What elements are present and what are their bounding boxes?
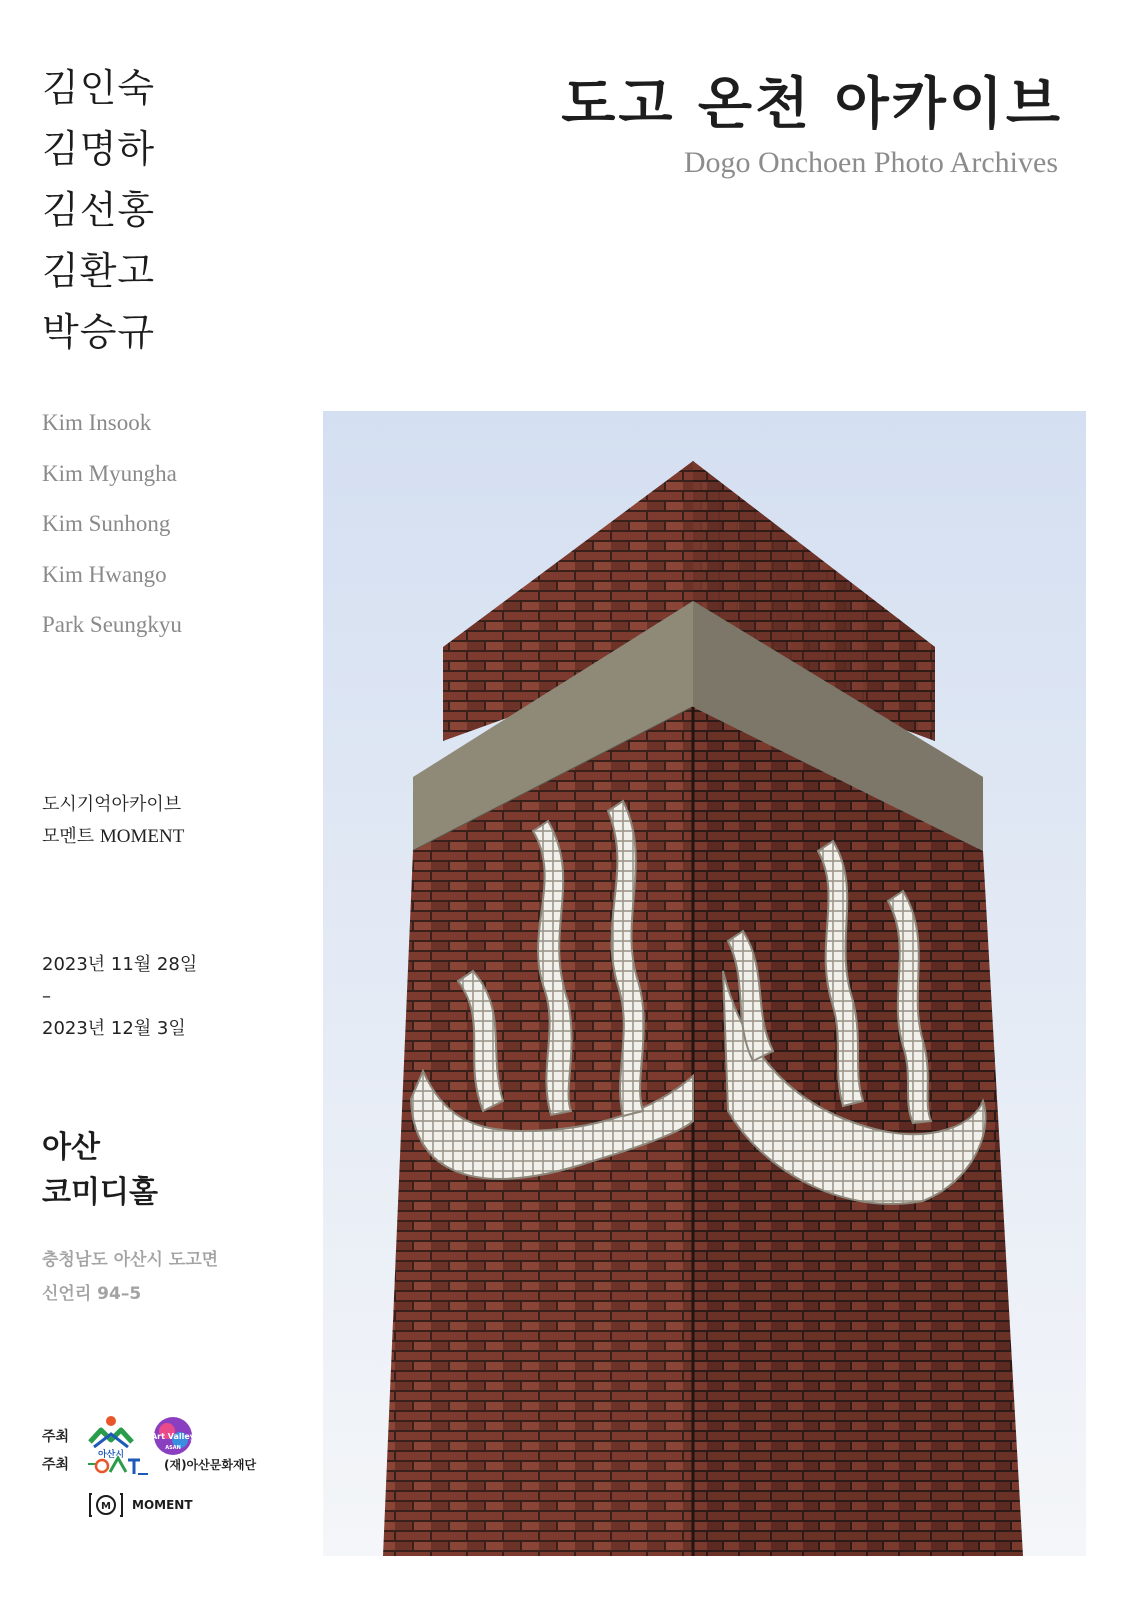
artist-name-ko: 박승규: [42, 310, 156, 354]
date-separator: –: [42, 986, 51, 1007]
exhibition-dates: [42, 949, 197, 1045]
sponsor-label: 주최: [42, 1429, 70, 1445]
artist-name-ko: 김선홍: [42, 188, 156, 232]
organization-block: [42, 789, 184, 853]
organization-brand: [42, 821, 184, 853]
venue-name: [42, 1125, 158, 1215]
venue-line: 코미디홀: [42, 1175, 158, 1210]
moment-wordmark: MOMENT: [132, 1498, 193, 1512]
chimney-photograph: [323, 411, 1086, 1556]
artist-name-ko: 김명하: [42, 127, 156, 171]
foundation-name: (재)아산문화재단: [164, 1457, 257, 1472]
artist-name-en: Kim Myungha: [42, 460, 177, 486]
svg-text:Art Valley: Art Valley: [150, 1432, 196, 1441]
artist-name-ko: 김인숙: [42, 66, 156, 110]
svg-text:M: M: [101, 1501, 111, 1512]
organization-brand-en: MOMENT: [99, 826, 185, 847]
artist-names-korean: [42, 58, 155, 363]
date-end: 2023년 12월 3일: [42, 1018, 186, 1039]
sponsor-row-organizer: [42, 1450, 256, 1478]
date-start: 2023년 11월 28일: [42, 954, 198, 975]
artist-name-en: Kim Sunhong: [42, 511, 171, 536]
moment-logo: [88, 1492, 193, 1518]
exhibition-title-en: Dogo Onchoen Photo Archives: [683, 146, 1058, 179]
venue-address: [42, 1243, 218, 1311]
artist-name-en: Kim Insook: [42, 410, 152, 435]
svg-text:ASAN: ASAN: [165, 1445, 181, 1451]
artist-name-en: Park Seungkyu: [42, 612, 182, 637]
exhibition-title-ko: 도고 온천 아카이브: [561, 72, 1063, 137]
organization-name: 도시기억아카이브: [42, 794, 182, 815]
venue-line: 아산: [42, 1130, 100, 1165]
asan-culture-foundation-icon: [88, 1450, 148, 1478]
address-line: 충청남도 아산시 도고면: [42, 1250, 219, 1270]
organization-brand-ko: 모멘트: [42, 826, 95, 847]
artist-name-en: Kim Hwango: [42, 561, 167, 587]
address-line: 신언리 94–5: [42, 1284, 142, 1304]
sponsor-label: 주최: [42, 1457, 70, 1473]
svg-text:아산시: 아산시: [97, 1450, 125, 1458]
artist-names-english: [42, 398, 182, 651]
artist-name-ko: 김환고: [42, 249, 156, 293]
moment-camera-icon: [88, 1492, 124, 1518]
